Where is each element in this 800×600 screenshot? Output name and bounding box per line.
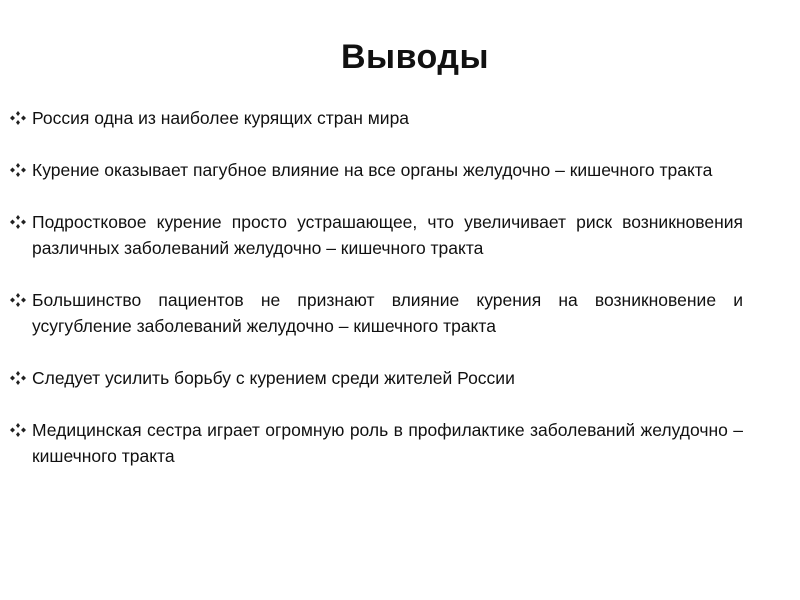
conclusions-list bbox=[10, 105, 743, 495]
list-item bbox=[10, 365, 743, 391]
four-diamond-bullet-icon bbox=[10, 371, 26, 385]
list-item bbox=[10, 209, 743, 261]
list-item bbox=[10, 157, 743, 183]
list-item bbox=[10, 417, 743, 469]
list-item bbox=[10, 287, 743, 339]
four-diamond-bullet-icon bbox=[10, 111, 26, 125]
list-item-text: Подростковое курение просто устрашающее, что увеличивает риск возникновения различных заболеваний желудочно – кишечного тракта bbox=[32, 212, 743, 258]
list-item-text: Курение оказывает пагубное влияние на все органы желудочно – кишечного тракта bbox=[32, 160, 713, 180]
slide-title: Выводы bbox=[341, 38, 489, 76]
four-diamond-bullet-icon bbox=[10, 293, 26, 307]
list-item-text: Медицинская сестра играет огромную роль в профилактике заболеваний желудочно – кишечного тракта bbox=[32, 420, 743, 466]
list-item-text: Большинство пациентов не признают влияние курения на возникновение и усугубление заболеваний желудочно – кишечного тракта bbox=[32, 290, 743, 336]
four-diamond-bullet-icon bbox=[10, 423, 26, 437]
list-item-text: Следует усилить борьбу с курением среди жителей России bbox=[32, 368, 515, 388]
four-diamond-bullet-icon bbox=[10, 215, 26, 229]
list-item bbox=[10, 105, 743, 131]
list-item-text: Россия одна из наиболее курящих стран мира bbox=[32, 108, 410, 128]
four-diamond-bullet-icon bbox=[10, 163, 26, 177]
